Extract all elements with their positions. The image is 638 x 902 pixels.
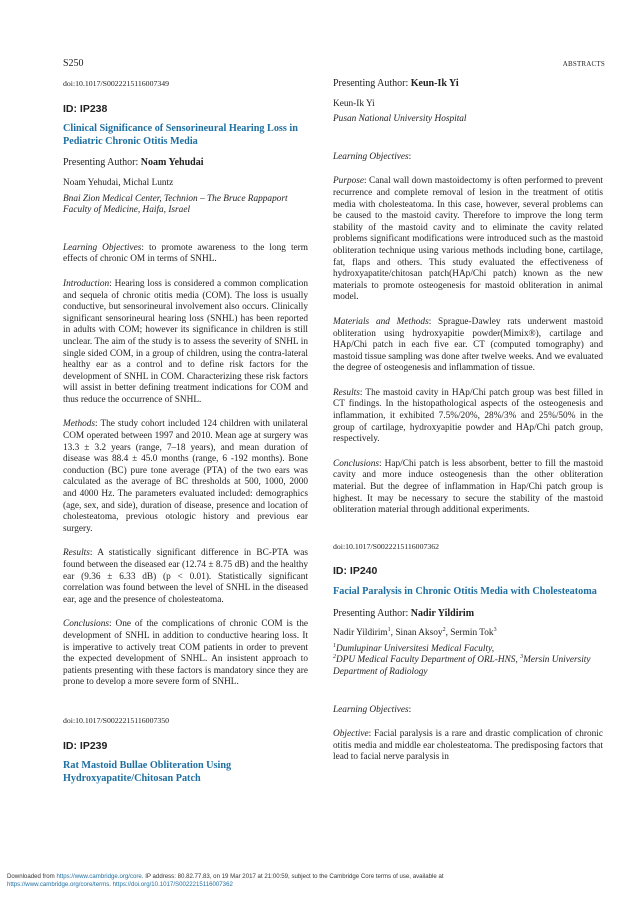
doi-ip240[interactable]: doi:10.1017/S0022215116007362 xyxy=(333,541,440,551)
abstract-id-ip239: ID: IP239 xyxy=(63,739,108,752)
authors-ip240: Nadir Yildirim$^1$, Sinan Aksoy$^2$, Sermin Tok$^3$ xyxy=(333,627,497,639)
affiliation-ip238: Bnai Zion Medical Center, Technion – The Bruce Rappaport Faculty of Medicine, Haifa, Israel xyxy=(63,193,288,216)
conclusions-ip239: Conclusions: Hap/Chi patch is less absorbent, better to fill the mastoid cavity and more induce osteogenesis than the other obliteration material. But the degree of inflammation in Hap/Chi patch group is highest. It may be necessary to secure the stability of the mastoid obliteration material through additional experiments. xyxy=(333,458,603,516)
terms-link[interactable]: https://www.cambridge.org/core/terms xyxy=(7,881,110,888)
results-ip239: Results: The mastoid cavity in HAp/Chi patch group was best filled in CT findings. In the histopathological aspects of the osteogenesis and inflammation, it exhibited 7.5%/20%, 28%/3% and 25%/50% in the group of cartilage, hydroxyapitie powder and HAp/Chi patch group, respectively. xyxy=(333,387,603,445)
affiliation-ip239: Pusan National University Hospital xyxy=(333,114,467,125)
presenting-author-ip238: Presenting Author: Noam Yehudai xyxy=(63,157,204,169)
results-ip238: Results: A statistically significant difference in BC-PTA was found between the diseased ear (12.74 ± 8.75 dB) and the healthy ear (9.36 ± 6.33 dB) (p < 0.01). Statistically significant correlation was found between the level of SNHL in the diseased ear, age and the presence of cholesteatoma. xyxy=(63,548,308,605)
download-footer: Downloaded from https://www.cambridge.org/core. IP address: 80.82.77.83, on 19 Mar 2017 at 21:00:59, subject to the Cambridge Core terms of use, available at https://www.cambridge.org/core/terms. https://doi.org/10.1017/S0022215116007362 xyxy=(7,873,444,888)
presenting-author-ip240: Presenting Author: Nadir Yildirim xyxy=(333,607,475,619)
abstract-id-ip238: ID: IP238 xyxy=(63,102,108,115)
conclusions-ip238: Conclusions: One of the complications of chronic COM is the development of SNHL in addition to conductive hearing loss. It is imperative to actively treat COM patients in order to prevent the expected development of SNHL. An insistent approach to patients presenting with these factors is mandatory since they are prone to develop a more severe form of SNHL. xyxy=(63,619,308,688)
abstract-title-ip238: Clinical Significance of Sensorineural Hearing Loss in Pediatric Chronic Otitis Media xyxy=(63,123,298,147)
doi-link[interactable]: https://doi.org/10.1017/S0022215116007362 xyxy=(112,881,233,888)
learning-objectives-ip238: Learning Objectives: to promote awareness to the long term effects of chronic OM in terms of SNHL. xyxy=(63,242,309,265)
left-column xyxy=(63,78,308,794)
introduction-ip238: Introduction: Hearing loss is considered a common complication and sequela of chronic otitis media (COM). The loss is usually conductive, but sensorineural involvement also occurs. Clinically significant sensorineural hearing loss (SNHL) has been reported in adults with COM; however its significance in children is still unclear. The aim of the study is to assess the severity of SNHL in single sided COM, in a group of children, using the contra-lateral healthy ear as a control and to define risk factors for the development of SNHL in COM. Characterizing these risk factors will assist in better defining treatment indications for COM and thus reduce the occurrence of SNHL. xyxy=(63,278,308,405)
doi-ip238[interactable]: doi:10.1017/S0022215116007349 xyxy=(63,79,170,88)
learning-objectives-ip239: Learning Objectives: xyxy=(333,151,412,162)
right-column xyxy=(333,78,603,764)
authors-ip238: Noam Yehudai, Michal Luntz xyxy=(63,177,174,188)
page-number: S250 xyxy=(63,58,84,69)
doi-ip239[interactable]: doi:10.1017/S0022215116007350 xyxy=(63,715,170,725)
objective-ip240: Objective: Facial paralysis is a rare and drastic complication of chronic otitis media and middle ear cholesteatoma. The predisposing factors that lead to facial nerve paralysis in xyxy=(333,729,603,763)
cambridge-core-link[interactable]: https://www.cambridge.org/core xyxy=(56,873,142,880)
abstract-title-ip239: Rat Mastoid Bullae Obliteration Using Hydroxyapatite/Chitosan Patch xyxy=(63,760,232,784)
purpose-ip239: Purpose: Canal wall down mastoidectomy is often performed to prevent recurrence and complete removal of lesion in the treatment of otitis media with cholesteatoma. In this case, however, several problems can be caused to the mastoid cavity. Therefore to improve the long term stability of the mastoid cavity and to eliminate the cavity related problems significant modifications were introduced such as the mastoid obliteration technique using various methods including bone, cartilage, fat, flaps and others. This study evaluated the effectiveness of hydroxyapatite/chitosan patch(HAp/Chi patch) known as the new materials to promote osteogenesis for mastoid obliteration in animal model. xyxy=(333,176,603,303)
affiliation-ip240: $^1$Dumlupinar Universitesi Medical Faculty, $^2$DPU Medical Faculty Department of ORL-HNS, $^3$Mersin University Department of Radiology xyxy=(333,642,591,677)
presenting-author-ip239: Presenting Author: Keun-Ik Yi xyxy=(333,78,459,89)
section-header: ABSTRACTS xyxy=(562,60,605,68)
authors-ip239: Keun-Ik Yi xyxy=(333,98,375,109)
materials-methods-ip239: Materials and Methods: Sprague-Dawley rats underwent mastoid obliteration using hydroxyapitie powder(Mimix®), cartilage and HAp/Chi patch in each five ear. CT (computed tomography) and mastoid tissue sampling was done after twelve weeks. And we evaluated the degree of osteogenesis and inflammation of tissue. xyxy=(333,316,603,374)
learning-objectives-ip240: Learning Objectives: xyxy=(333,704,412,715)
abstract-id-ip240: ID: IP240 xyxy=(333,565,378,578)
methods-ip238: Methods: The study cohort included 124 children with unilateral COM operated between 1997 and 2010. Mean age at surgery was 13.3 ± 3.2 years (range, 7–18 years), and mean duration of disease was 88.4 ± 45.0 months (range, 6 -192 months). Bone conduction (BC) pure tone average (PTA) of the two ears was calculated as the average of BC thresholds at 500, 1000, 2000 and 4000 Hz. The parameters evaluated included: demographics (age, sex, and side), duration of disease, presence and location of cholesteatoma, previous otologic history and previous ear surgery. xyxy=(63,419,308,534)
abstract-title-ip240: Facial Paralysis in Chronic Otitis Media with Cholesteatoma xyxy=(333,586,597,597)
